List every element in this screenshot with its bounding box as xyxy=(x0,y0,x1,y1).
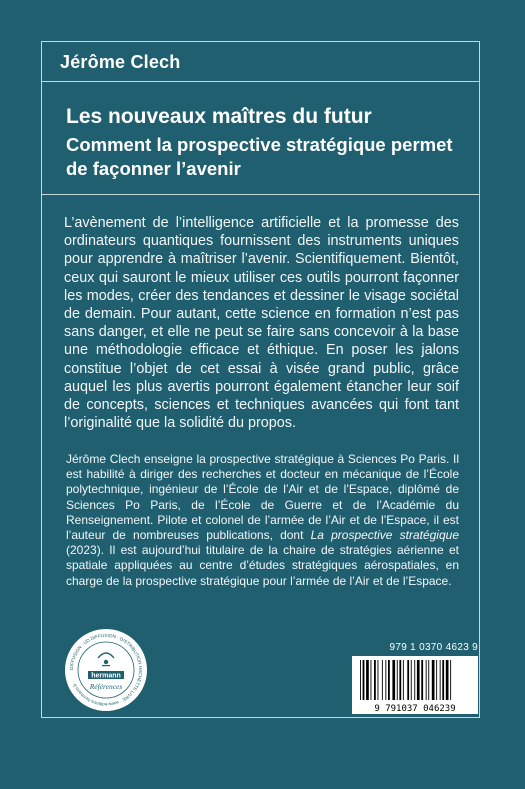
seal-collection: Références xyxy=(89,682,123,691)
book-subtitle: Comment la prospective stratégique permet de façonner l’avenir xyxy=(66,134,453,179)
publisher-seal xyxy=(64,628,148,712)
bio-text-1: Jérôme Clech enseigne la prospective stratégique à Sciences Po Paris. Il est habilité à diriger des recherches et docteur en mécanique de l’École polytechnique, ingénieur de l’École de l’Air et de l’Espace, diplômé de Sciences Po Paris, de l’École de Guerre et de l’Académie du Renseignement. Pilote et colonel de l’armée de l’Air et de l’Espace, il est l’auteur de nombreuses publications, dont xyxy=(66,452,459,543)
seal-ring-text: DIFFUSION : UD DIFFUSION · DISTRIBUTION HACHETTE LIVRE · www.editions-hermann.fr · xyxy=(68,632,144,708)
book-summary: L’avènement de l’intelligence artificielle et la promesse des ordinateurs quantiques fournissent des instruments uniques pour apprendre à maîtriser l’avenir. Scientifiquement. Bientôt, ceux qui sauront le mieux utiliser ces outils pourront façonner les modes, créer des tendances et dessiner le visage sociétal de demain. Pour autant, cette science en formation n’est pas sans danger, et elle ne peut se faire sans concevoir à la base une méthodologie efficace et éthique. En poser les jalons constitue l’objet de cet essai à visée grand public, grâce auquel les plus avertis pourront également étancher leur soif de concepts, sciences et techniques avancées qui font tant l’originalité que la solidité du propos. xyxy=(64,215,459,432)
barcode-digits: 9 791037 046239 xyxy=(374,704,456,714)
book-title: Les nouveaux maîtres du futur xyxy=(66,105,372,128)
divider-title xyxy=(41,194,480,195)
bio-text-2: (2023). Il est aujourd’hui titulaire de la chaire de stratégies aérienne et spatiale appliquées au centre d’études stratégiques aérospatiales, en charge de la prospective stratégique pour l’armée de l’Air et de l’Espace. xyxy=(66,543,459,588)
seal-publisher: hermann xyxy=(91,672,121,680)
author-name: Jérôme Clech xyxy=(60,52,181,72)
isbn-barcode xyxy=(352,656,478,714)
title-block xyxy=(66,104,466,181)
isbn-number: 979 1 0370 4623 9 xyxy=(389,642,478,653)
divider-top xyxy=(41,81,480,82)
barcode-bars xyxy=(360,660,451,700)
bio-cited-title: La prospective stratégique xyxy=(310,528,459,543)
author-bio xyxy=(66,452,459,589)
